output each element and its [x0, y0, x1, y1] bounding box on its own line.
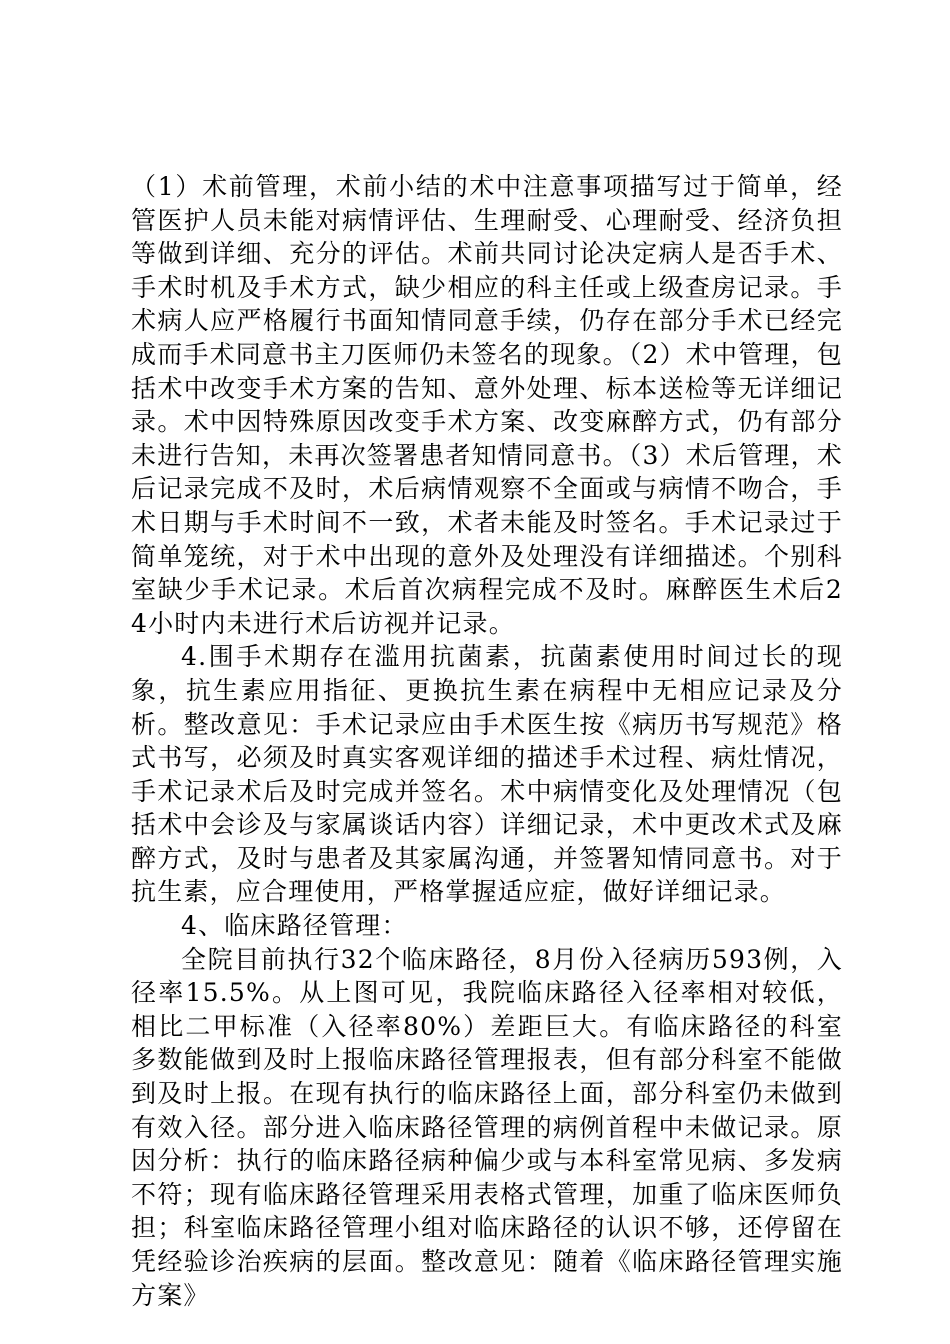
paragraph-antibiotics: 4.围手术期存在滥用抗菌素，抗菌素使用时间过长的现象，抗生素应用指征、更换抗生素在病程中无相应记录及分析。整改意见：手术记录应由手术医生按《病历书写规范》格式书写，必须及时真实客观详细的描述手术过程、病灶情况，手术记录术后及时完成并签名。术中病情变化及处理情况（包括术中会诊及与家属谈话内容）详细记录，术中更改术式及麻醉方式，及时与患者及其家属沟通，并签署知情同意书。对于抗生素，应合理使用，严格掌握适应症，做好详细记录。 — [131, 642, 843, 907]
document-body — [131, 170, 843, 1312]
paragraph-surgery-management: （1）术前管理，术前小结的术中注意事项描写过于简单，经管医护人员未能对病情评估、生理耐受、心理耐受、经济负担等做到详细、充分的评估。术前共同讨论决定病人是否手术、手术时机及手术方式，缺少相应的科主任或上级查房记录。手术病人应严格履行书面知情同意手续，仍存在部分手术已经完成而手术同意书主刀医师仍未签名的现象。（2）术中管理，包括术中改变手术方案的告知、意外处理、标本送检等无详细记录。术中因特殊原因改变手术方案、改变麻醉方式，仍有部分未进行告知，未再次签署患者知情同意书。（3）术后管理，术后记录完成不及时，术后病情观察不全面或与病情不吻合，手术日期与手术时间不一致，术者未能及时签名。手术记录过于简单笼统，对于术中出现的意外及处理没有详细描述。个别科室缺少手术记录。术后首次病程完成不及时。麻醉医生术后24小时内未进行术后访视并记录。 — [131, 172, 844, 638]
paragraph-clinical-pathway: 全院目前执行32个临床路径，8月份入径病历593例，入径率15.5%。从上图可见，我院临床路径入径率相对较低，相比二甲标准（入径率80%）差距巨大。有临床路径的科室多数能做到及时上报临床路径管理报表，但有部分科室不能做到及时上报。在现有执行的临床路径上面，部分科室仍未做到有效入径。部分进入临床路径管理的病例首程中未做记录。原因分析：执行的临床路径病种偏少或与本科室常见病、多发病不符；现有临床路径管理采用表格式管理，加重了临床医师负担；科室临床路径管理小组对临床路径的认识不够，还停留在凭经验诊治疾病的层面。整改意见：随着《临床路径管理实施方案》 — [131, 944, 843, 1310]
section-heading-clinical-pathway: 4、临床路径管理： — [181, 911, 408, 941]
